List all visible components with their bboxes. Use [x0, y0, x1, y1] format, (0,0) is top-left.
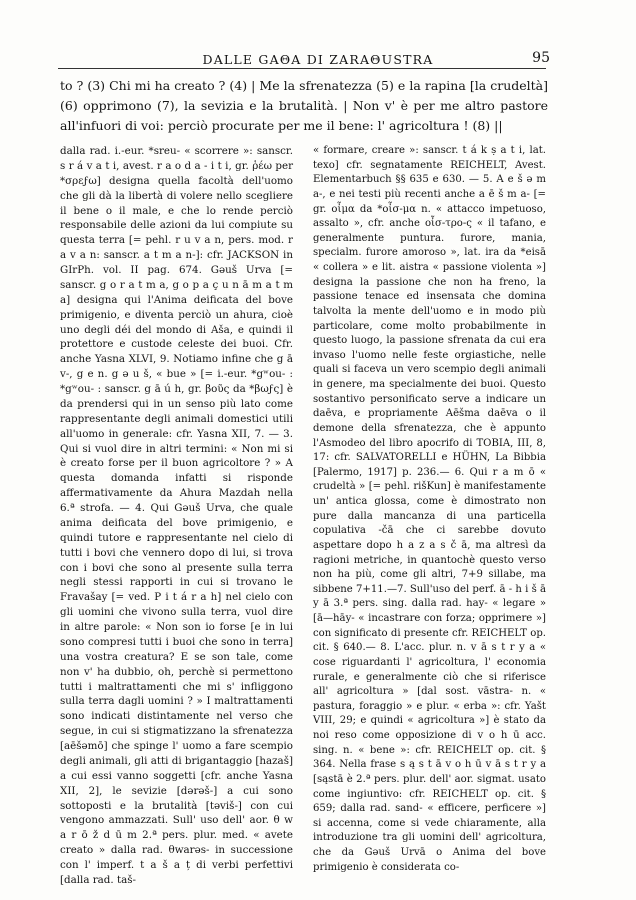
verse-text: [60, 76, 548, 136]
header-rule: [58, 68, 546, 69]
page-number: 95: [532, 50, 550, 66]
verse-paragraph: to ? (3) Chi mi ha creato ? (4) | Me la sfrenatezza (5) e la rapina [la crudeltà] (6) opprimono (7), la sevizia e la brutalità. | Non v' è per me altro pastore all'infuori di voi: perciò procurate per me il bene: l' agricoltura ! (8) ||: [60, 78, 548, 133]
notes-paragraph: « formare, creare »: sanscr. t á k ṣ a t i, lat. texo] cfr. segnatamente REICHELT, Avest. Elementarbuch §§ 635 e 630. — 5. A e š ə m a-, e nei testi più recenti anche a ē š m a- [= gr. οἶμα da *οἶσ-μα n. « attacco impetuoso, assalto », cfr. anche οἶσ-τρο-ς « il tafano, e generalmente puntura. furore, mania, specialm. furore amoroso », lat. ira da *eisā « collera » e lit. aistra « passione violenta »] designa la passione che non ha freno, la passione tenace ed insensata che domina talvolta la mente dell'uomo e in modo più particolare, come molto probabilmente in questo luogo, la passione sfrenata da cui era invaso l'uomo nelle feste orgiastiche, nelle quali si faceva un vero scempio degli animali in genere, ma specialmente dei buoi. Questo sostantivo personificato serve a indicare un daēva, e propriamente Aēšma daēva o il demone della sfrenatezza, che è appunto l'Asmodeo del libro apocrifo di TOBIA, III, 8, 17: cfr. SALVATORELLI e HÜHN, La Bibbia [Palermo, 1917] p. 236.— 6. Qui r a m ō « crudeltà » [= pehl. rišKun] è manifestamente un' antica glossa, come è dimostrato non pure dalla mancanza di una particella copulativa -čā che ci sarebbe dovuto aspettare dopo h a z a s č ā, ma altresì da ragioni metriche, in quantochè questo verso non ha più, come gli altri, 7+9 sillabe, ma sibbene 7+11.—7. Sull'uso del perf. ā - h i š ā y ā 3.ª pers. sing. dalla rad. hay- « legare » [ā—hāy- « incastrare con forza; opprimere »] con significato di presente cfr. REICHELT op. cit. § 640.— 8. L'acc. plur. n. v ā s t r y a « cose riguardanti l' agricoltura, l' economia rurale, e generalmente ciò che si riferisce all' agricoltura » [dal sost. vāstra- n. « pastura, foraggio » e plur. « erba »: cfr. Yašt VIII, 29; e quindi « agricoltura »] è stato da noi reso come opposizione di v o h ū acc. sing. n. « bene »: cfr. REICHELT op. cit. § 364. Nella frase s ą s t ā v o h ū v ā s t r y a [sąstā è 2.ª pers. plur. dell' aor. sigmat. usato come ingiuntivo: cfr. REICHELT op. cit. § 659; dalla rad. sand- « efficere, perficere »] si accenna, come si vede chiaramente, alla introduzione tra gli uomini dell' agricoltura, che da Gəuš Urvā o Anima del bove primigenio è considerata co-: [313, 145, 546, 873]
notes-column-right: [313, 144, 546, 875]
notes-paragraph: dalla rad. i.-eur. *sreu- « scorrere »: sanscr. s r á v a t i, avest. r a o d a - i t i, gr. ῥέω per *σρεϝω] designa quella facoltà dell'uomo che gli dà la libertà di volere nello scegliere il bene o il male, e che lo rende perciò responsabile delle azioni da lui compiute su questa terra [= pehl. r u v a n, pers. mod. r a v a n: sanscr. a t m a n-]: cfr. JACKSON in GIrPh. vol. II pag. 674. Gəuš Urva [= sanscr. g o r a t m a, g o p a ç u n ā m a t m a] designa qui l'Anima deificata del bove primigenio, e diventa perciò un ahura, cioè uno degli déi del mondo di Aša, e quindi il protettore e custode celeste dei buoi. Cfr. anche Yasna XLVI, 9. Notiamo infine che g ā v-, g e n. g ə u š, « bue » [= i.-eur. *gʷou- : *gʷou- : sanscr. g ā ú h, gr. βοῦς da *βωϝς] è da prendersi qui in un senso più lato come rappresentante degli animali domestici utili all'uomo in generale: cfr. Yasna XII, 7. — 3. Qui si vuol dire in altri termini: « Non mi si è creato forse per il buon agricoltore ? » A questa domanda infatti si risponde affermativamente da Ahura Mazdah nella 6.ª strofa. — 4. Qui Gəuš Urva, che quale anima deificata del bove primigenio, e quindi tutore e rappresentante nel cielo di tutti i bovi che vennero dopo di lui, si trova con i bovi che sono al presente sulla terra negli stessi rapporti in cui si trovano le Fravašay [= ved. P i t á r a h] nel cielo con gli uomini che vivono sulla terra, vuol dire in altre parole: « Non son io forse [e in lui sono compresi tutti i buoi che sono in terra] una vostra creatura? E se son tale, come non v' ha dubbio, oh, perchè si permettono tutti i maltrattamenti che mi s' infliggono sulla terra dagli uomini ? » I maltrattamenti sono indicati distintamente nel verso che segue, in cui si stigmatizzano la sfrenatezza [aēšəmō] che spinge l' uomo a fare scempio degli animali, gli atti di brigantaggio [hazaš] a cui essi vanno soggetti [cfr. anche Yasna XII, 2], le sevizie [dərəš-] a cui sono sottoposti e la brutalità [təviš-] con cui vengono ammazzati. Sull' uso dell' aor. θ w a r ō ž d ū m 2.ª pers. plur. med. « avete creato » dalla rad. θwarəs- in successione con l' imperf. t a š a ț di verbi perfettivi [dalla rad. taš-: [60, 145, 293, 886]
page-header: [0, 52, 636, 76]
notes-column-left: [60, 144, 293, 888]
running-title: DALLE GAΘA DI ZARAΘUSTRA: [202, 52, 434, 67]
